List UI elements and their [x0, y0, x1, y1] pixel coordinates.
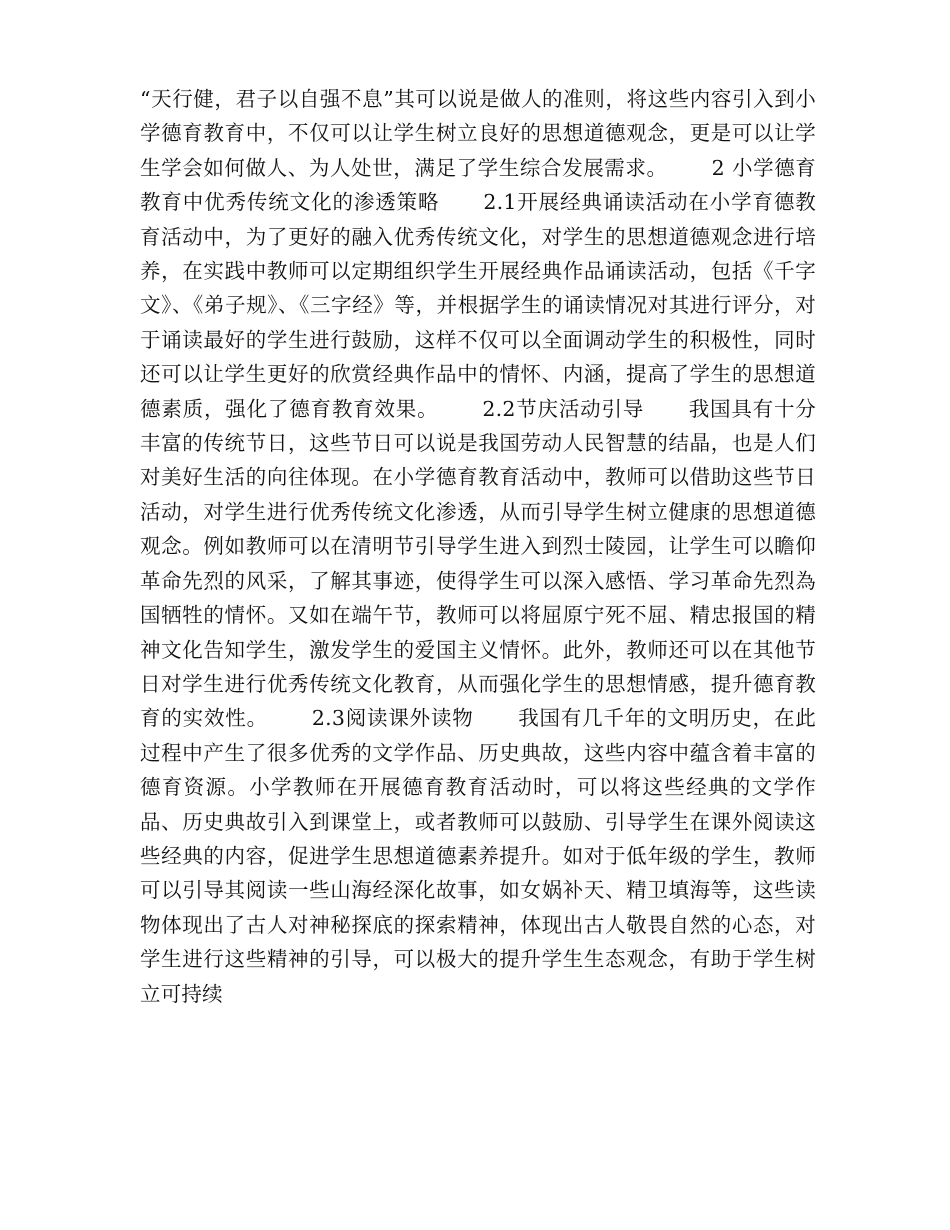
body-text — [140, 82, 816, 1011]
subsection-3-text: 我国有几千年的文明历史，在此过程中产生了很多优秀的文学作品、历史典故，这些内容中蕴含着丰富的德育资源。小学教师在开展德育教育活动时，可以将这些经典的文学作品、历史典故引入到课堂上，或者教师可以鼓励、引导学生在课外阅读这些经典的内容，促进学生思想道德素养提升。如对于低年级的学生，教师可以引导其阅读一些山海经深化故事，如女娲补天、精卫填海等，这些读物体现出了古人对神秘探底的探索精神，体现出古人敬畏自然的心态，对学生进行这些精神的引导，可以极大的提升学生生态观念，有助于学生树立可持续 — [140, 706, 816, 1006]
subsection-3-heading: 2.3阅读课外读物 — [311, 706, 474, 731]
subsection-1-text: 在小学育德教育活动中，为了更好的融入优秀传统文化，对学生的思想道德观念进行培养，在实践中教师可以定期组织学生开展经典作品诵读活动，包括《千字文》、《弟子规》、《三字经》等，并根据学生的诵读情况对其进行评分，对于诵读最好的学生进行鼓励，这样不仅可以全面调动学生的积极性，同时还可以让学生更好的欣赏经典作品中的情怀、内涵，提高了学生的思想道德素质，强化了德育教育效果。 — [140, 190, 816, 421]
subsection-2-heading: 2.2节庆活动引导 — [482, 396, 645, 421]
subsection-1-heading: 2.1开展经典诵读活动 — [483, 190, 689, 215]
section-heading: 2 小学德育教育中优秀传统文化的渗透策略 — [140, 155, 817, 215]
subsection-2-text: 我国具有十分丰富的传统节日，这些节日可以说是我国劳动人民智慧的结晶，也是人们对美好生活的向往体现。在小学德育教育活动中，教师可以借助这些节日活动，对学生进行优秀传统文化渗透，从而引导学生树立健康的思想道德观念。例如教师可以在清明节引导学生进入到烈士陵园，让学生可以瞻仰革命先烈的风采，了解其事迹，使得学生可以深入感悟、学习革命先烈為国牺牲的情怀。又如在端午节，教师可以将屈原宁死不屈、精忠报国的精神文化告知学生，激发学生的爱国主义情怀。此外，教师还可以在其他节日对学生进行优秀传统文化教育，从而强化学生的思想情感，提升德育教育的实效性。 — [140, 396, 816, 731]
intro-text: “天行健，君子以自强不息”其可以说是做人的准则，将这些内容引入到小学德育教育中，不仅可以让学生树立良好的思想道德观念，更是可以让学生学会如何做人、为人处世，满足了学生综合发展需求。 — [140, 87, 816, 180]
